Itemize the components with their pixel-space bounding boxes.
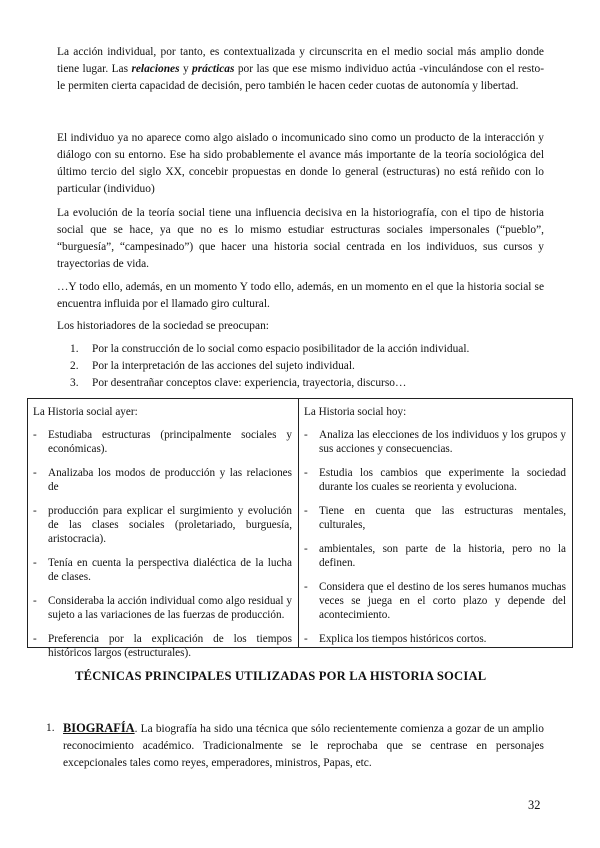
list-item xyxy=(304,542,566,570)
column-header-today: La Historia social hoy: xyxy=(304,406,407,418)
list-item-text: Consideraba la acción individual como algo residual y sujeto a las variaciones de las fuerzas de producción. xyxy=(48,595,292,621)
column-header-yesterday: La Historia social ayer: xyxy=(33,406,138,418)
list-item-text: Analiza las elecciones de los individuos y los grupos y sus acciones y consecuencias. xyxy=(319,429,566,455)
list-item xyxy=(33,556,292,584)
list-item-text: Por desentrañar conceptos clave: experiencia, trayectoria, discurso… xyxy=(92,377,407,389)
list-number: 1. xyxy=(46,722,55,734)
dash-bullet: - xyxy=(304,543,308,555)
paragraph-text: La acción individual, por tanto, es contextualizada y circunscrita en el medio social más amplio donde tiene lugar. Las xyxy=(57,46,544,75)
paragraph-individual-interaction: El individuo ya no aparece como algo aislado o incomunicado sino como un producto de la interacción y diálogo con su entorno. Ese ha sido probablemente el avance más importante de la teoría sociológica del último tercio del siglo XX, concebir propuestas en donde lo general (estructuras) no está reñido con lo particular (individuo) xyxy=(57,132,544,195)
list-number: 1. xyxy=(70,343,79,355)
emphasis-relaciones: relaciones xyxy=(131,63,180,75)
biography-text xyxy=(63,720,544,772)
list-item-text: Estudia los cambios que experimente la sociedad durante los cuales se reorienta y evoluciona. xyxy=(319,467,566,493)
page-number: 32 xyxy=(528,798,541,812)
paragraph-social-theory: La evolución de la teoría social tiene una influencia decisiva en la historiografía, con el tipo de historia social que se hace, ya que no es lo mismo estudiar estructuras sociales impersonales (“pueblo”, “burguesía”, “campesinado”) que hacer una historia social centrada en los individuos, sus cursos y trayectorias de vida. xyxy=(57,207,544,270)
list-item xyxy=(304,466,566,494)
concerns-list xyxy=(70,341,540,392)
paragraph-text: y xyxy=(179,63,193,75)
biography-label: BIOGRAFÍA xyxy=(63,721,135,735)
list-item-text: Por la construcción de lo social como espacio posibilitador de la acción individual. xyxy=(92,343,470,355)
comparison-table xyxy=(27,398,573,659)
paragraph-cultural-turn: …Y todo ello, además, en un momento Y todo ello, además, en un momento en el que la historia social se encuentra influida por el llamado giro cultural. xyxy=(57,281,544,310)
dash-bullet: - xyxy=(33,467,37,479)
paragraph-text: por las que ese mismo individuo actúa -vinculándose con el resto- le permiten cierta capacidad de decisión, pero también le hacen ceder cuotas de autonomía y libertad. xyxy=(57,63,544,92)
list-item xyxy=(304,632,566,646)
list-item xyxy=(304,428,566,456)
list-item xyxy=(33,428,292,456)
dash-bullet: - xyxy=(33,595,37,607)
dash-bullet: - xyxy=(33,557,37,569)
dash-bullet: - xyxy=(33,633,37,645)
column-today xyxy=(299,399,572,647)
emphasis-practicas: prácticas xyxy=(192,63,235,75)
paragraph-historians-concern: Los historiadores de la sociedad se preocupan: xyxy=(57,320,269,332)
list-item xyxy=(70,358,540,375)
biography-item xyxy=(46,720,544,772)
list-item-text: Analizaba los modos de producción y las relaciones de xyxy=(48,467,292,493)
dash-bullet: - xyxy=(33,505,37,517)
biography-body: . La biografía ha sido una técnica que sólo recientemente comienza a gozar de un amplio reconocimiento académico. Tradicionalmente se le reprochaba que se centrase en personajes excepcionales tales como reyes, emperadores, ministros, Papas, etc. xyxy=(63,723,544,769)
list-item-text: Preferencia por la explicación de los tiempos históricos largos (estructurales). xyxy=(48,633,292,659)
list-item xyxy=(33,632,292,660)
list-item-text: Tenía en cuenta la perspectiva dialéctica de la lucha de clases. xyxy=(48,557,292,583)
list-number: 3. xyxy=(70,377,79,389)
list-item xyxy=(70,375,540,392)
list-item-text: Tiene en cuenta que las estructuras mentales, culturales, xyxy=(319,505,566,531)
column-yesterday xyxy=(28,399,299,659)
list-item-text: producción para explicar el surgimiento y evolución de las clases sociales (proletariado, burguesía, aristocracia). xyxy=(48,505,292,545)
list-item xyxy=(304,504,566,532)
list-item-text: Por la interpretación de las acciones del sujeto individual. xyxy=(92,360,355,372)
list-item xyxy=(304,580,566,622)
list-item-text: Estudiaba estructuras (principalmente sociales y económicas). xyxy=(48,429,292,455)
list-item xyxy=(33,466,292,494)
dash-bullet: - xyxy=(304,581,308,593)
dash-bullet: - xyxy=(33,429,37,441)
list-item-text: ambientales, son parte de la historia, pero no la definen. xyxy=(319,543,566,569)
list-item xyxy=(33,504,292,546)
dash-bullet: - xyxy=(304,505,308,517)
dash-bullet: - xyxy=(304,429,308,441)
dash-bullet: - xyxy=(304,467,308,479)
section-heading: TÉCNICAS PRINCIPALES UTILIZADAS POR LA HISTORIA SOCIAL xyxy=(75,669,487,683)
paragraph-individual-action xyxy=(57,44,544,95)
list-number: 2. xyxy=(70,360,79,372)
list-item xyxy=(33,594,292,622)
list-item-text: Considera que el destino de los seres humanos muchas veces se juega en el corto plazo y depende del acontecimiento. xyxy=(319,581,566,621)
list-item-text: Explica los tiempos históricos cortos. xyxy=(319,633,487,645)
list-item xyxy=(70,341,540,358)
dash-bullet: - xyxy=(304,633,308,645)
